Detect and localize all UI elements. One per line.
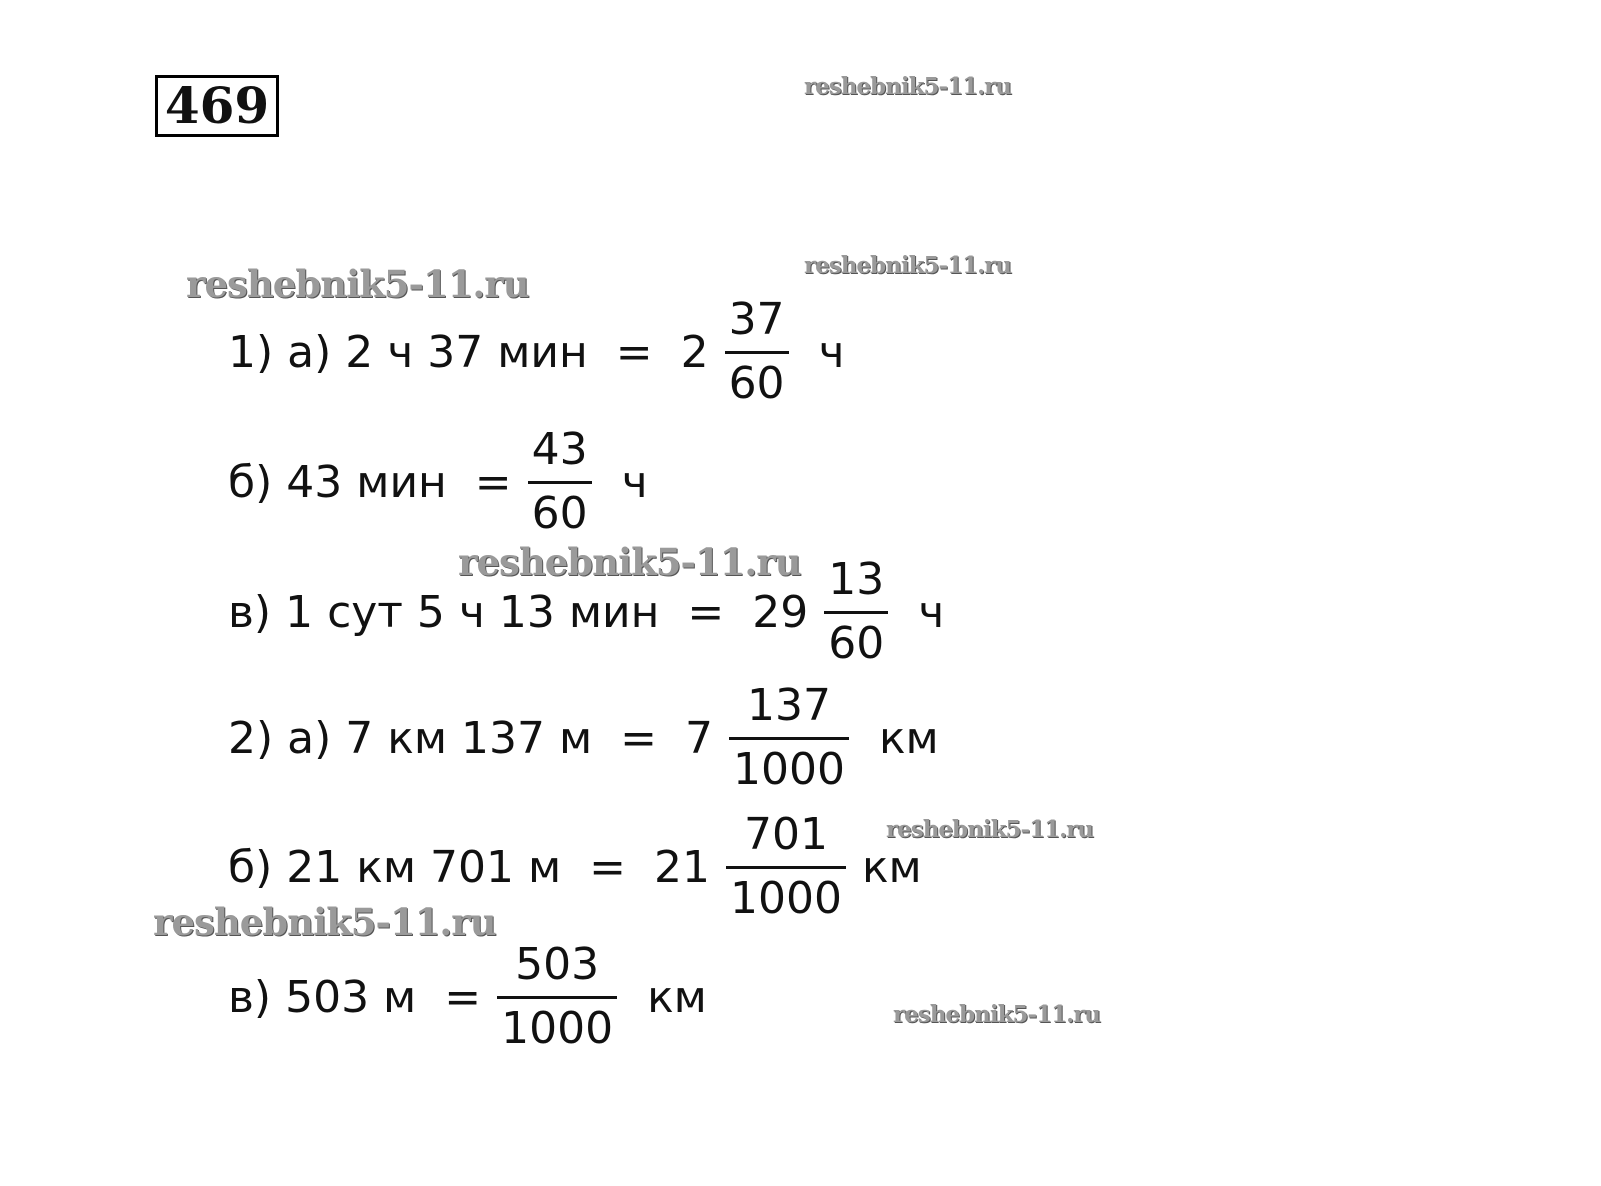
- equation-1b: [228, 417, 648, 547]
- watermark: reshebnik5-11.ru: [893, 1001, 1100, 1028]
- fraction-bar: [824, 611, 888, 614]
- fraction-bar: [729, 737, 849, 740]
- fraction-bar: [725, 351, 789, 354]
- equation-unit: км: [633, 971, 707, 1023]
- equation-unit: ч: [904, 586, 945, 638]
- equation-unit: км: [864, 712, 939, 764]
- equation-unit: ч: [804, 326, 845, 378]
- equation-2c: [228, 932, 707, 1062]
- equation-unit: км: [861, 841, 922, 893]
- equation-lhs: б) 43 мин =: [228, 456, 512, 508]
- problem-number: 469: [155, 75, 279, 137]
- numerator: 503: [515, 939, 600, 991]
- equation-2a: [228, 673, 939, 803]
- watermark: reshebnik5-11.ru: [804, 252, 1011, 279]
- denominator: 60: [531, 487, 588, 539]
- numerator: 37: [728, 294, 785, 346]
- denominator: 1000: [501, 1002, 614, 1054]
- fraction: [729, 682, 849, 794]
- fraction: [497, 941, 617, 1053]
- equation-2b: [228, 802, 922, 932]
- numerator: 137: [746, 680, 831, 732]
- watermark: reshebnik5-11.ru: [804, 73, 1011, 100]
- watermark: reshebnik5-11.ru: [186, 262, 529, 306]
- denominator: 60: [728, 357, 785, 409]
- fraction-bar: [726, 866, 846, 869]
- equation-lhs: б) 21 км 701 м = 21: [228, 841, 710, 893]
- equation-1a: [228, 287, 845, 417]
- fraction: [824, 556, 888, 668]
- equation-lhs: в) 1 сут 5 ч 13 мин = 29: [228, 586, 809, 638]
- fraction: [528, 426, 592, 538]
- watermark: reshebnik5-11.ru: [886, 816, 1093, 843]
- equation-lhs: 2) а) 7 км 137 м = 7: [228, 712, 713, 764]
- denominator: 1000: [732, 743, 845, 795]
- numerator: 43: [531, 424, 588, 476]
- fraction-bar: [497, 996, 617, 999]
- denominator: 1000: [729, 872, 842, 924]
- fraction: [725, 296, 789, 408]
- numerator: 701: [743, 809, 828, 861]
- numerator: 13: [828, 554, 885, 606]
- equation-lhs: 1) а) 2 ч 37 мин = 2: [228, 326, 709, 378]
- equation-lhs: в) 503 м =: [228, 971, 482, 1023]
- watermark: reshebnik5-11.ru: [153, 900, 496, 944]
- fraction: [726, 811, 846, 923]
- fraction-bar: [528, 481, 592, 484]
- watermark: reshebnik5-11.ru: [458, 540, 801, 584]
- equation-unit: ч: [607, 456, 648, 508]
- denominator: 60: [828, 617, 885, 669]
- equation-1c: [228, 547, 944, 677]
